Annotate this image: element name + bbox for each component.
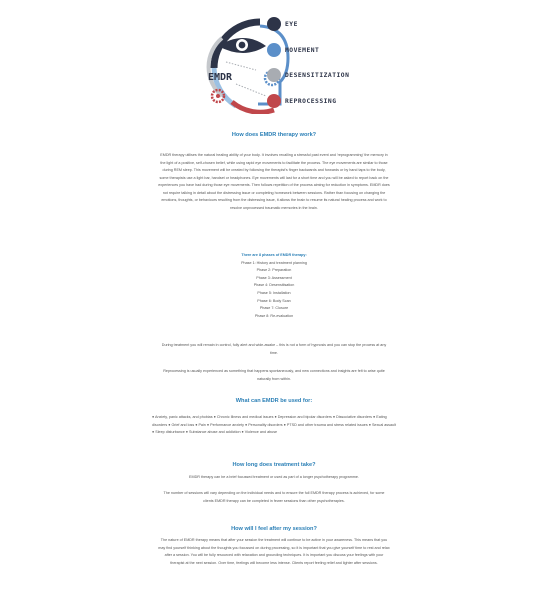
reprocessing-text: Reprocessing is usually experienced as something that happens spontaneously, and new connections and insights are felt to arise quite naturally from within. <box>163 369 385 381</box>
phase-item: Phase 7: Closure <box>259 306 289 311</box>
legend-label: DESENSITIZATION <box>285 71 350 79</box>
legend-label: REPROCESSING <box>285 97 337 105</box>
phases-title: There are 8 phases of EMDR therapy: <box>241 253 307 257</box>
phase-item: Phase 4: Desensitisation <box>253 283 295 288</box>
legend-label: MOVEMENT <box>285 46 320 54</box>
emdr-center-label: EMDR <box>208 72 233 83</box>
phase-item: Phase 2: Preparation <box>256 268 292 273</box>
section-text-after-session: The nature of EMDR therapy means that after your session the treatment will continue to be active in your awareness. This means that you may find yourself thinking about the thoughts you focussed on during processing, so it is important that you give yourself time to rest and relax after a session. You will be fully resourced with relaxation and grounding techniques. It is important you discuss your feelings with your therapist at the next session. Over time, feelings will become less intense. Clients report feeling relief and lighter after sessions. <box>158 538 390 565</box>
during-treatment-text: During treatment you will remain in control, fully alert and wide-awake – this is not a form of hypnosis and you can stop the process at any time. <box>161 343 387 355</box>
section-text-duration-2: The number of sessions will vary depending on the individual needs and to ensure the full EMDR therapy process is achieved, for some clients EMDR therapy can be completed in fewer sessions than other psychotherapies. <box>163 491 385 503</box>
phase-item: Phase 1: History and treatment planning <box>241 260 307 265</box>
legend-dot-icon <box>267 68 281 82</box>
section-text-uses: ● Anxiety, panic attacks, and phobias ● Chronic Illness and medical issues ● Depression and bipolar disorders ● Dissociative disorders ● Eating disorders ● Grief and loss ● Pain ● Performance anxiety ● Personality disorders ● PTSD and other trauma and stress related issues ● Sexual assault ● Sleep disturbance ● Substance abuse and addiction ● Violence and abuse <box>152 415 396 434</box>
legend-item-eye <box>267 17 298 31</box>
legend-dot-icon <box>267 43 281 57</box>
phase-item: Phase 5: Installation <box>257 290 291 295</box>
section-title-uses: What can EMDR be used for: <box>235 398 313 404</box>
legend-item-desensitization <box>267 68 349 82</box>
phase-item: Phase 8: Re-evaluation <box>254 313 294 318</box>
section-title-duration: How long does treatment take? <box>232 462 316 468</box>
phase-item: Phase 6: Body Scan <box>257 298 291 303</box>
phases-list <box>158 252 390 320</box>
phase-item: Phase 3: Assessment <box>256 275 292 280</box>
legend-item-movement <box>267 43 319 57</box>
legend-dot-icon <box>267 94 281 108</box>
section-title-after-session: How will I feel after my session? <box>231 526 317 532</box>
section-title-how-it-works: How does EMDR therapy work? <box>231 132 317 138</box>
section-text-duration-1: EMDR therapy can be a brief focussed treatment or used as part of a longer psychotherapy programme. <box>189 475 359 479</box>
legend-item-reprocessing <box>267 94 337 108</box>
section-text-how-it-works: EMDR therapy utilises the natural healing ability of your body. It involves recalling a stressful past event and 'reprogramming' the memory in the light of a positive, self-chosen belief, while using rapid eye movements to facilitate the process. The eye movements are similar to those during REM sleep. This movement will be created by following the therapist's finger backwards and forwards or by hand taps to the body, some therapists use a light bar, handset or headphones. Eye movements will last for a short time and you will be asked to report back on the experiences you have had during those eye movements. Then follows repetition of the process aiming for reduction in symptoms. EMDR does not require talking in detail about the distressing issue or completing homework between sessions. Rather than focusing on changing the emotions, thoughts, or behaviours resulting from the distressing issue, it allows the brain to resume its natural healing process and work to resolve unprocessed traumatic memories in the brain. <box>158 153 390 210</box>
legend-label: EYE <box>285 20 298 28</box>
legend-dot-icon <box>267 17 281 31</box>
